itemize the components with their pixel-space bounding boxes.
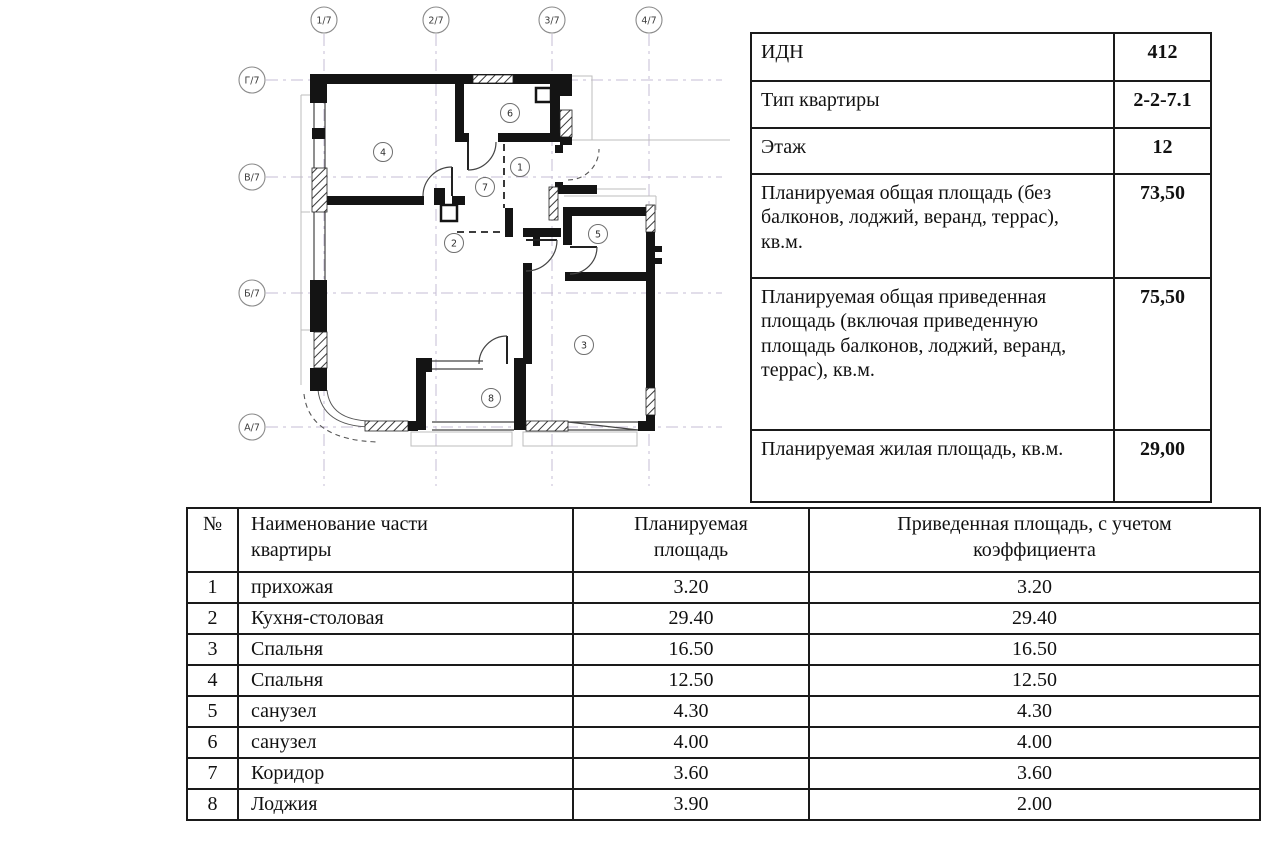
room-bubble-7: [476, 178, 495, 197]
room-bubble-3: [575, 336, 594, 355]
info-row-total-area: [751, 174, 1211, 278]
apartment-info-table: [750, 32, 1212, 503]
cell-planned: 3.90: [573, 789, 809, 820]
cell-planned: 29.40: [573, 603, 809, 634]
door-room6: [468, 142, 496, 170]
cell-reduced: 3.60: [809, 758, 1260, 789]
table-row: [187, 758, 1260, 789]
cell-planned: 3.60: [573, 758, 809, 789]
info-value: 75,50: [1114, 278, 1211, 430]
cell-number: 8: [187, 789, 238, 820]
cell-name: санузел: [238, 727, 573, 758]
axis-bubble-2-7: [423, 7, 449, 33]
cell-number: 3: [187, 634, 238, 665]
door-entry: [568, 149, 599, 180]
cell-number: 6: [187, 727, 238, 758]
info-label: ИДН: [751, 33, 1114, 81]
svg-text:1/7: 1/7: [316, 15, 332, 27]
info-row-floor: [751, 128, 1211, 174]
cell-name: прихожая: [238, 572, 573, 603]
info-row-living-area: [751, 430, 1211, 502]
svg-text:1: 1: [516, 162, 524, 174]
info-label: Планируемая общая приведенная площадь (включая приведенную площадь балконов, лоджий, веранд, террас), кв.м.: [751, 278, 1114, 430]
cell-number: 4: [187, 665, 238, 696]
cell-reduced: 29.40: [809, 603, 1260, 634]
info-value: 29,00: [1114, 430, 1211, 502]
cell-planned: 4.30: [573, 696, 809, 727]
info-value: 12: [1114, 128, 1211, 174]
cell-planned: 16.50: [573, 634, 809, 665]
cell-name: Спальня: [238, 634, 573, 665]
info-row-idn: [751, 33, 1211, 81]
room-bubble-2: [445, 234, 464, 253]
door-room5: [570, 247, 597, 274]
axis-bubble-4-7: [636, 7, 662, 33]
col-header-number: №: [187, 508, 238, 572]
info-label: Планируемая жилая площадь, кв.м.: [751, 430, 1114, 502]
pilaster-box: [441, 205, 457, 221]
info-row-reduced-area: [751, 278, 1211, 430]
cell-reduced: 3.20: [809, 572, 1260, 603]
cell-number: 7: [187, 758, 238, 789]
svg-text:4/7: 4/7: [641, 15, 657, 27]
col-header-name: [238, 508, 573, 572]
axis-bubbles: [239, 7, 662, 440]
axis-bubble-g-7: [239, 67, 265, 93]
cell-reduced: 2.00: [809, 789, 1260, 820]
doors: [423, 142, 602, 364]
cell-number: 1: [187, 572, 238, 603]
info-value: 412: [1114, 33, 1211, 81]
col-header-name-text: Наименование части квартиры: [251, 513, 428, 561]
door-loggia: [479, 336, 507, 364]
room-bubble-1: [511, 158, 530, 177]
table-row: [187, 727, 1260, 758]
info-label: Этаж: [751, 128, 1114, 174]
col-header-reduced: [809, 508, 1260, 572]
curved-wall: [304, 390, 378, 442]
svg-text:2: 2: [450, 238, 458, 250]
svg-text:Г/7: Г/7: [244, 75, 260, 87]
table-row: [187, 603, 1260, 634]
axis-bubble-a-7: [239, 414, 265, 440]
info-row-type: [751, 81, 1211, 128]
cell-planned: 12.50: [573, 665, 809, 696]
cell-name: Коридор: [238, 758, 573, 789]
svg-text:3: 3: [580, 340, 588, 352]
floor-plan: [230, 0, 740, 492]
room-bubbles: [374, 104, 608, 408]
info-value: 2-2-7.1: [1114, 81, 1211, 128]
cell-name: Лоджия: [238, 789, 573, 820]
walls: [310, 74, 662, 431]
rooms-table: [186, 507, 1261, 821]
svg-text:4: 4: [379, 147, 387, 159]
room-bubble-6: [501, 104, 520, 123]
svg-text:6: 6: [506, 108, 514, 120]
svg-text:8: 8: [487, 393, 495, 405]
cell-reduced: 4.30: [809, 696, 1260, 727]
info-label: Тип квартиры: [751, 81, 1114, 128]
rooms-table-header-row: [187, 508, 1260, 572]
cell-planned: 3.20: [573, 572, 809, 603]
cell-reduced: 4.00: [809, 727, 1260, 758]
svg-text:3/7: 3/7: [544, 15, 560, 27]
table-row: [187, 572, 1260, 603]
svg-text:2/7: 2/7: [428, 15, 444, 27]
svg-text:5: 5: [594, 229, 602, 241]
table-row: [187, 696, 1260, 727]
info-label: Планируемая общая площадь (без балконов, лоджий, веранд, террас), кв.м.: [751, 174, 1114, 278]
axis-bubble-v-7: [239, 164, 265, 190]
table-row: [187, 789, 1260, 820]
svg-text:7: 7: [481, 182, 489, 194]
room-bubble-8: [482, 389, 501, 408]
info-value: 73,50: [1114, 174, 1211, 278]
table-row: [187, 634, 1260, 665]
axis-bubble-1-7: [311, 7, 337, 33]
cell-reduced: 16.50: [809, 634, 1260, 665]
cell-name: Кухня-столовая: [238, 603, 573, 634]
table-row: [187, 665, 1260, 696]
col-header-planned: [573, 508, 809, 572]
room-bubble-4: [374, 143, 393, 162]
cell-planned: 4.00: [573, 727, 809, 758]
shaft-box: [536, 88, 551, 102]
cell-number: 5: [187, 696, 238, 727]
axis-bubble-b-7: [239, 280, 265, 306]
svg-text:В/7: В/7: [244, 172, 260, 184]
cell-name: санузел: [238, 696, 573, 727]
svg-text:А/7: А/7: [244, 422, 260, 434]
svg-text:Б/7: Б/7: [244, 288, 260, 300]
col-header-reduced-text: Приведенная площадь, с учетом коэффициента: [897, 513, 1172, 561]
cell-number: 2: [187, 603, 238, 634]
room-bubble-5: [589, 225, 608, 244]
cell-name: Спальня: [238, 665, 573, 696]
col-header-planned-text: Планируемая площадь: [634, 513, 748, 561]
cell-reduced: 12.50: [809, 665, 1260, 696]
axis-bubble-3-7: [539, 7, 565, 33]
